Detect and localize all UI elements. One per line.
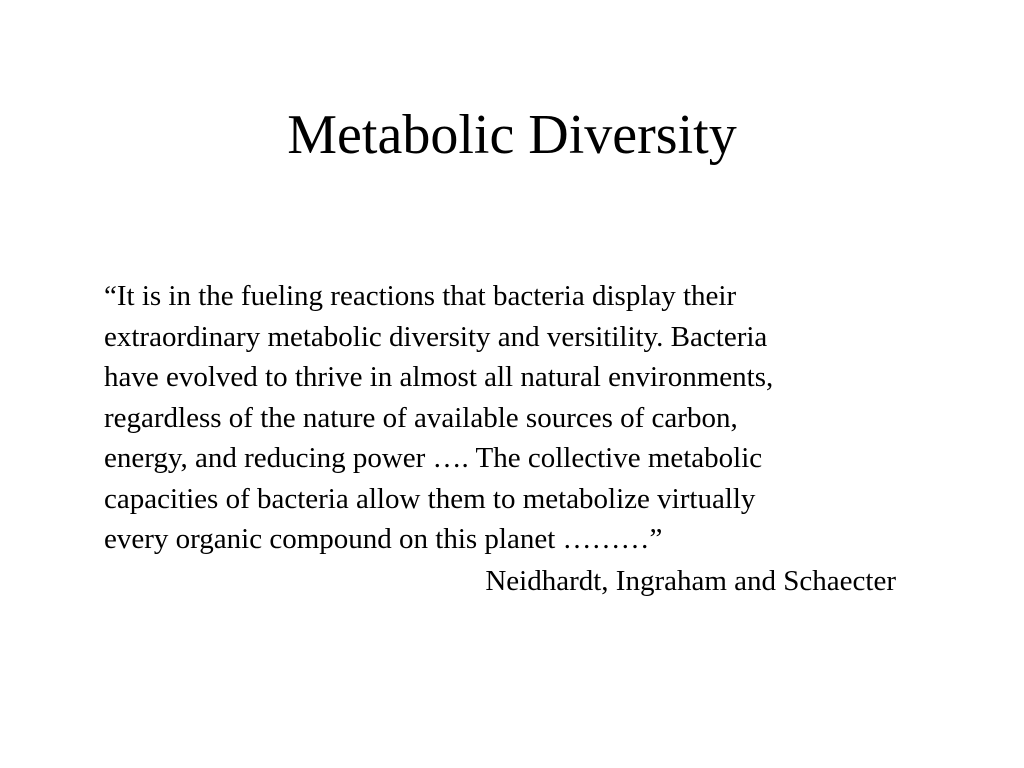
slide-title: Metabolic Diversity [287,104,737,166]
quote-line: every organic compound on this planet ………” [104,523,663,555]
quote-line: “It is in the fueling reactions that bacteria display their [104,280,737,312]
quote-line: extraordinary metabolic diversity and versitility. Bacteria [104,320,768,353]
quote-line: energy, and reducing power …. The collective metabolic [104,442,763,474]
quote-line: regardless of the nature of available sources of carbon, [104,401,738,434]
quote-line: capacities of bacteria allow them to metabolize virtually [104,482,756,515]
quote-block [104,276,944,560]
quote-attribution: Neidhardt, Ingraham and Schaecter [485,565,896,597]
quote-line: have evolved to thrive in almost all natural environments, [104,361,774,393]
